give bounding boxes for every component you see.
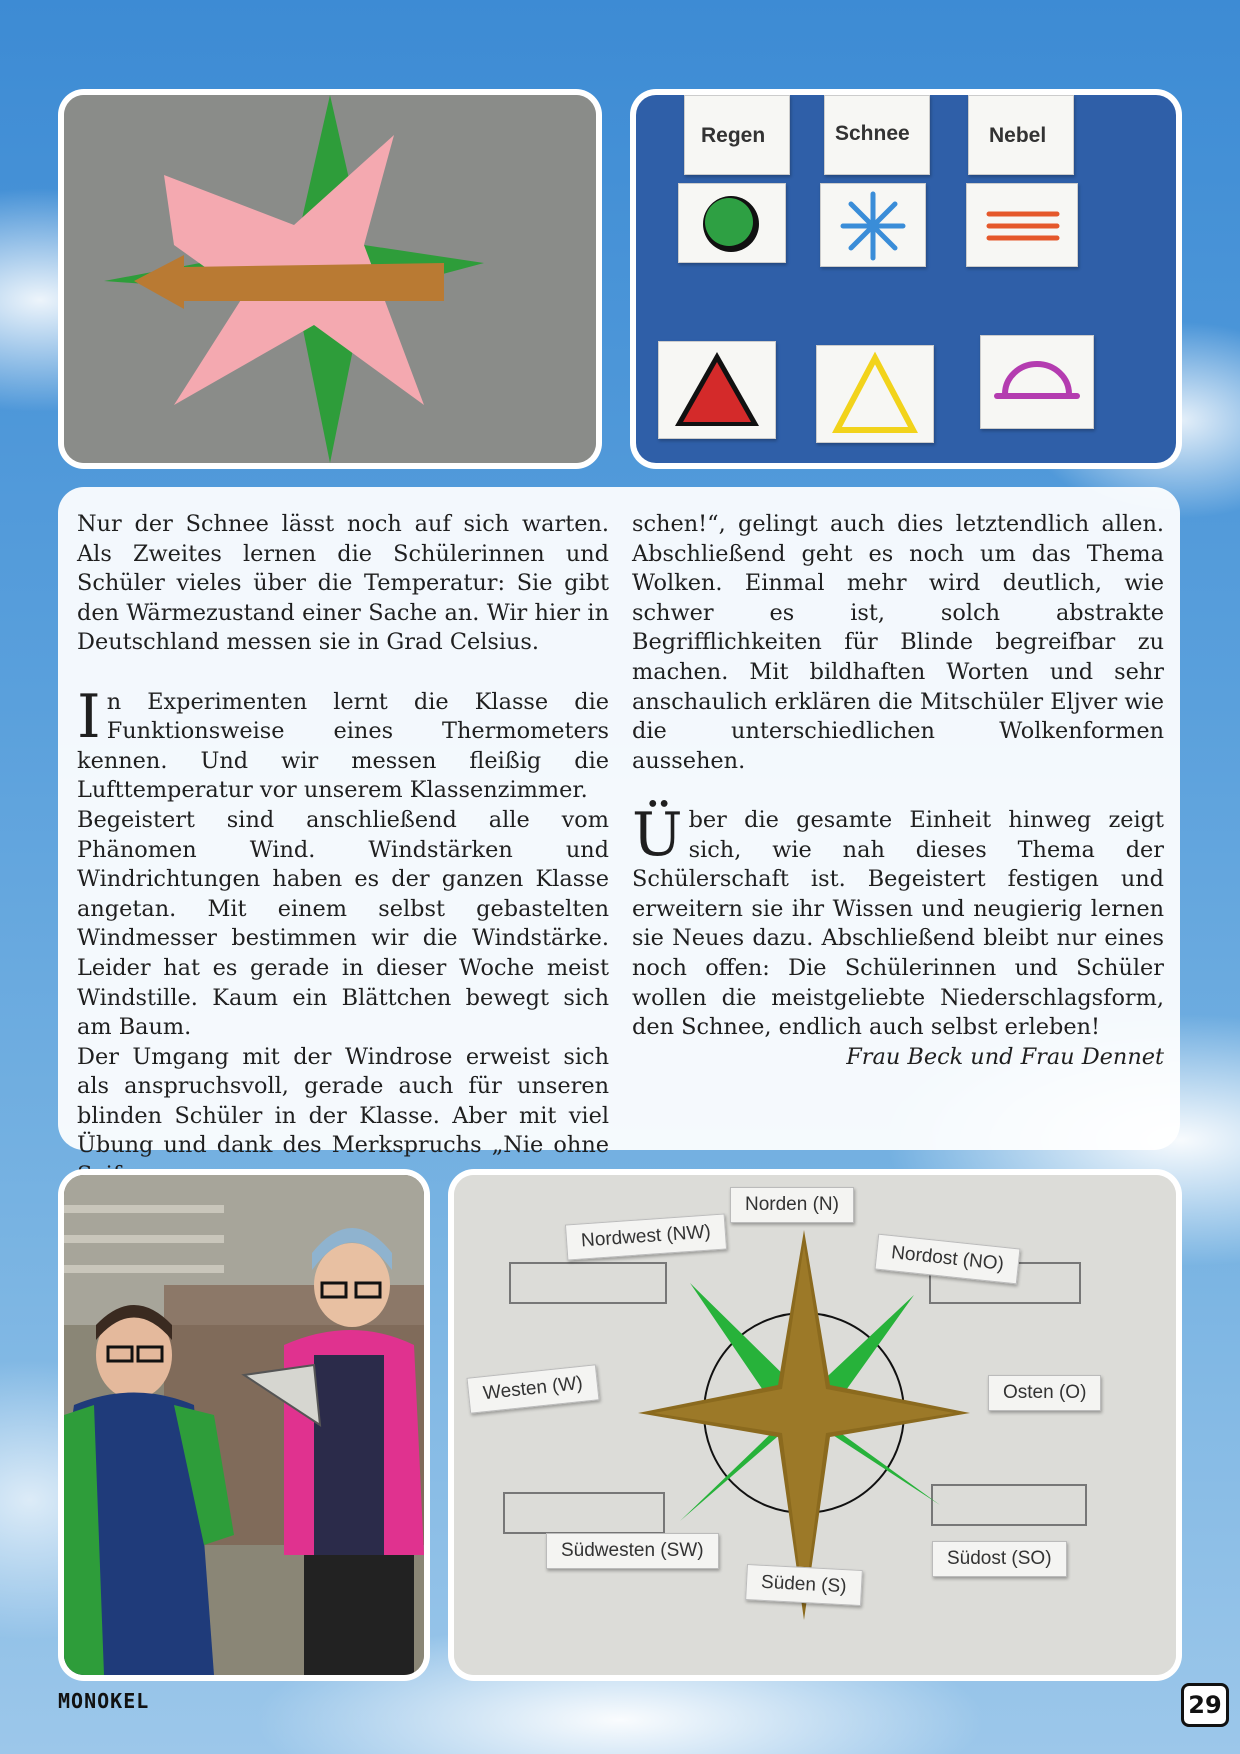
yellow-triangle-icon (817, 346, 933, 442)
dropcap: I (77, 681, 101, 752)
photo-weather-cards (636, 95, 1176, 463)
card-regen (684, 95, 790, 175)
label-schnee: Schnee (835, 122, 910, 145)
card-nebel (968, 95, 1074, 175)
circle-symbol-icon (679, 184, 785, 262)
paragraph: Begeistert sind anschließend alle vom Phänomen Wind. Windstärken und Windrichtungen haben es der ganzen Klasse angetan. Mit einem selbst gebastelten Windmesser bestimmen wir die Windstärke. Leider hat es gerade in dieser Woche meist Windstille. Kaum ein Blättchen bewegt sich am Baum. (77, 806, 609, 1041)
label-regen: Regen (701, 124, 766, 147)
label-norden: Norden (N) (730, 1187, 854, 1223)
asterisk-symbol-icon (821, 184, 925, 266)
paragraph-text: ber die gesamte Einheit hinweg zeigt sich, wie nah dieses Thema der Schülerschaft ist. Begeistert festigen und erweitern sie ihr Wissen und neugierig lernen sie Neues dazu. Abschließend bleibt nur eines noch offen: Die Schülerinnen und Schüler wollen die meistgeliebte Niederschlagsform, den Schnee, endlich auch selbst erleben! (632, 806, 1164, 1041)
label-westen: Westen (W) (466, 1364, 599, 1413)
photo-frame-weather-cards (630, 89, 1182, 469)
label-osten: Osten (O) (988, 1375, 1101, 1411)
page-number: 29 (1181, 1683, 1229, 1727)
label-nebel: Nebel (989, 124, 1047, 147)
card-schnee (824, 95, 930, 175)
photo-wind-rose (454, 1175, 1176, 1675)
card-circle (678, 183, 786, 263)
photo-wind-star (64, 95, 596, 463)
fog-lines-icon (967, 184, 1077, 266)
photo-frame-wind-star (58, 89, 602, 469)
author-signature: Frau Beck und Frau Dennet (846, 1043, 1164, 1070)
paragraph: Der Umgang mit der Windrose erweist sich als anspruchsvoll, gerade auch für unseren blinden Schüler in der Klasse. Aber mit viel Übung und dank des Merkspruchs „Nie ohne (77, 1043, 609, 1159)
card-asterisk (820, 183, 926, 267)
wind-star-illustration (64, 95, 596, 463)
magazine-brand: MONOKEL (58, 1689, 150, 1713)
paragraph: Nur der Schnee lässt noch auf sich warten. Als Zweites lernen die Schülerinnen und Schüler vieles über die Temperatur: Sie gibt den Wärmezustand einer Sache an. Wir hier in Deutschland messen sie in Grad Celsius. (77, 511, 609, 656)
label-suedost: Südost (SO) (932, 1541, 1067, 1577)
label-suedwesten: Südwesten (SW) (546, 1533, 719, 1569)
paragraph: schen!“, gelingt auch dies letztendlich allen. Abschließend geht es noch um das Thema Wolken. Einmal mehr wird deutlich, wie schwer es ist, solch abstrakte Begrifflichkeiten für Blinde begreifbar zu machen. Mit bildhaften Worten und sehr anschaulich erklären die Mitschüler Eljver wie die unterschiedlichen Wolkenformen aussehen. (632, 511, 1164, 774)
label-nordost: Nordost (NO) (875, 1234, 1021, 1285)
card-red-triangle (658, 341, 776, 439)
card-lines (966, 183, 1078, 267)
card-yellow-triangle (816, 345, 934, 443)
dropcap: Ü (632, 799, 683, 870)
children-illustration (64, 1175, 424, 1675)
card-semicircle (980, 335, 1094, 429)
paragraph-text: n Experimenten lernt die Klasse die Funktionsweise eines Thermometers kennen. Und wir messen fleißig die Lufttemperatur vor unserem Klassenzimmer. (77, 688, 609, 804)
red-triangle-icon (659, 342, 775, 438)
photo-frame-children (58, 1169, 430, 1681)
paragraph-with-dropcap (632, 799, 1164, 1043)
semicircle-symbol-icon (981, 336, 1093, 428)
article-column-2 (632, 510, 1164, 1072)
label-sueden: Süden (S) (745, 1564, 862, 1606)
article-column-1 (77, 510, 609, 1191)
paragraph-with-dropcap (77, 681, 609, 806)
photo-children-wind-meter (64, 1175, 424, 1675)
label-nordwest: Nordwest (NW) (565, 1213, 727, 1260)
photo-frame-wind-rose (448, 1169, 1182, 1681)
